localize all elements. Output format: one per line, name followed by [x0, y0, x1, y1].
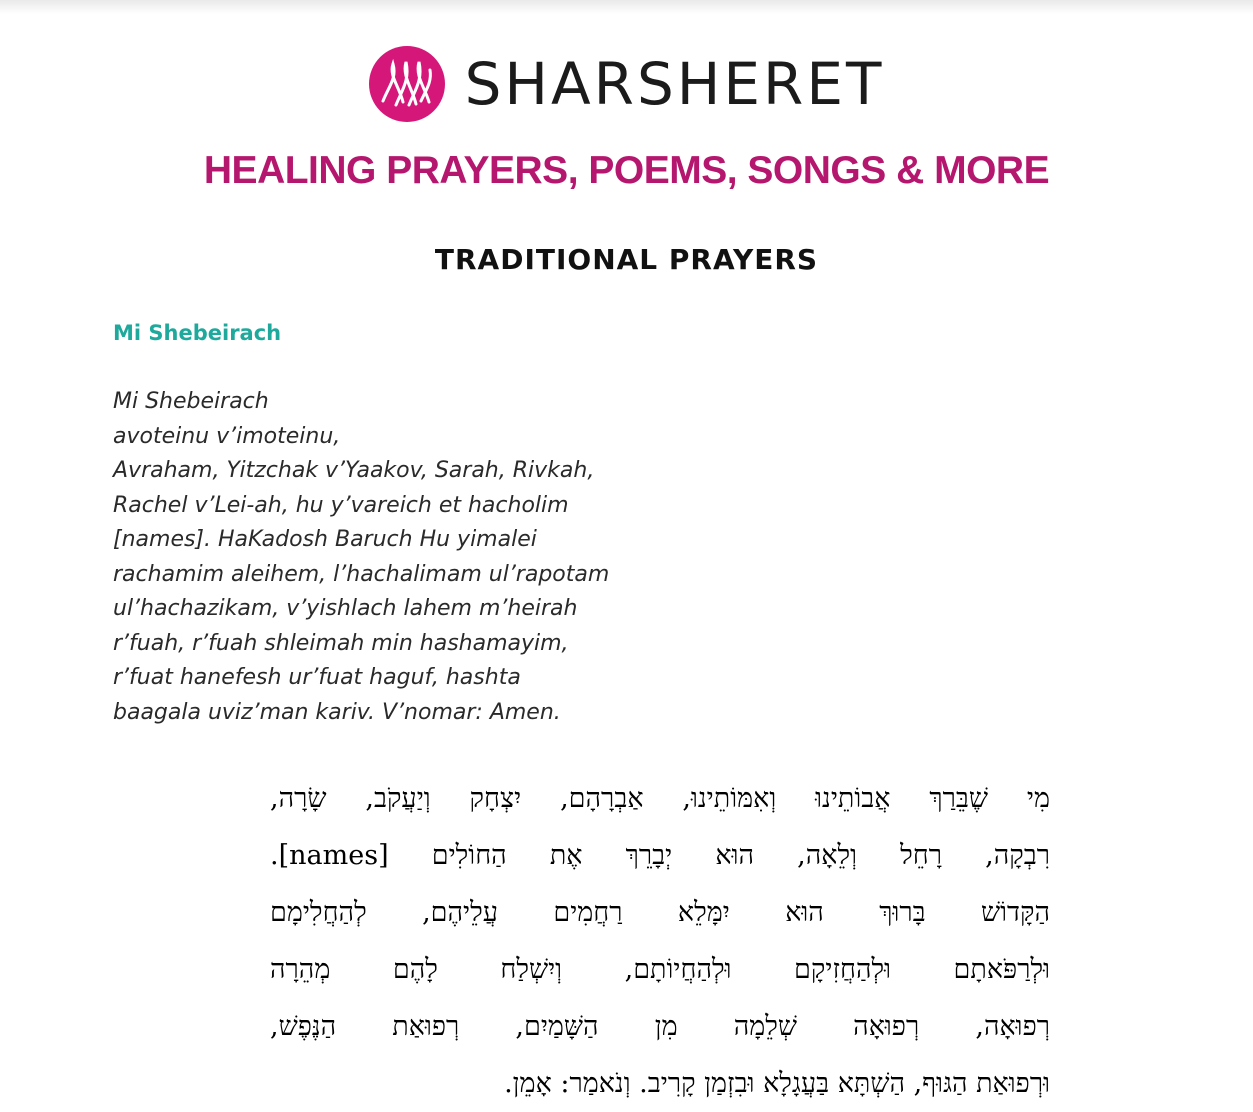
transliteration-line: r’fuat hanefesh ur’fuat haguf, hashta — [113, 665, 521, 690]
transliteration-line: [names]. HaKadosh Baruch Hu yimalei — [113, 527, 537, 552]
transliteration-line: baagala uviz’man kariv. V’nomar: Amen. — [113, 699, 561, 725]
transliteration-line: Rachel v’Lei-ah, hu y’vareich et hacholim — [113, 492, 569, 518]
transliteration-block — [113, 385, 713, 730]
transliteration-line: r’fuah, r’fuah shleimah min hashamayim, — [113, 630, 569, 656]
brand-name: SHARSHERET — [464, 50, 885, 118]
transliteration-line: ul’hachazikam, v’yishlach lahem m’heirah — [113, 596, 578, 621]
hebrew-line: רִבְקָה, רָחֵל וְלֵאָה, הוּא יְבָרֵךְ אֶת הַחוֹלִים [names]. — [270, 840, 1050, 871]
page-title: HEALING PRAYERS, POEMS, SONGS & MORE — [203, 149, 1050, 192]
transliteration-line: Mi Shebeirach — [113, 389, 269, 414]
brand-header — [0, 46, 1253, 122]
prayer-title: Mi Shebeirach — [113, 321, 282, 345]
hebrew-line: וּרְפוּאַת הַגּוּף, הַשְׁתָּא בַּעֲגָלָא וּבִזְמַן קָרִיב. וְנֹאמַר: אָמֵן. — [504, 1068, 1050, 1099]
transliteration-line: Avraham, Yitzchak v’Yaakov, Sarah, Rivkah, — [113, 458, 595, 483]
hebrew-line: וּלְרַפֹּאתָם וּלְהַחֲזִיקָם וּלְהַחֲיוֹתָם, וְיִשְׁלַח לָהֶם מְהֵרָה — [270, 954, 1050, 985]
transliteration-line: avoteinu v’imoteinu, — [113, 423, 341, 449]
hebrew-line: הַקָּדוֹשׁ בָּרוּךְ הוּא יִמָּלֵא רַחֲמִים עֲלֵיהֶם, לְהַחֲלִימָם — [270, 897, 1050, 928]
section-title: TRADITIONAL PRAYERS — [434, 243, 819, 276]
hebrew-line: מִי שֶׁבֵּרַךְ אֲבוֹתֵינוּ וְאִמּוֹתֵינוּ, אַבְרָהָם, יִצְחָק וְיַעֲקֹב, שָׂרָה, — [270, 783, 1050, 814]
transliteration-line: rachamim aleihem, l’hachalimam ul’rapotam — [113, 561, 610, 587]
hebrew-prayer-block — [270, 770, 1050, 1112]
page-top-shadow — [0, 0, 1253, 14]
sharsheret-logo-icon — [369, 46, 445, 122]
hebrew-line: רְפוּאָה, רְפוּאָה שְׁלֵמָה מִן הַשָּׁמַיִם, רְפוּאַת הַנֶּפֶשׁ, — [270, 1011, 1050, 1042]
